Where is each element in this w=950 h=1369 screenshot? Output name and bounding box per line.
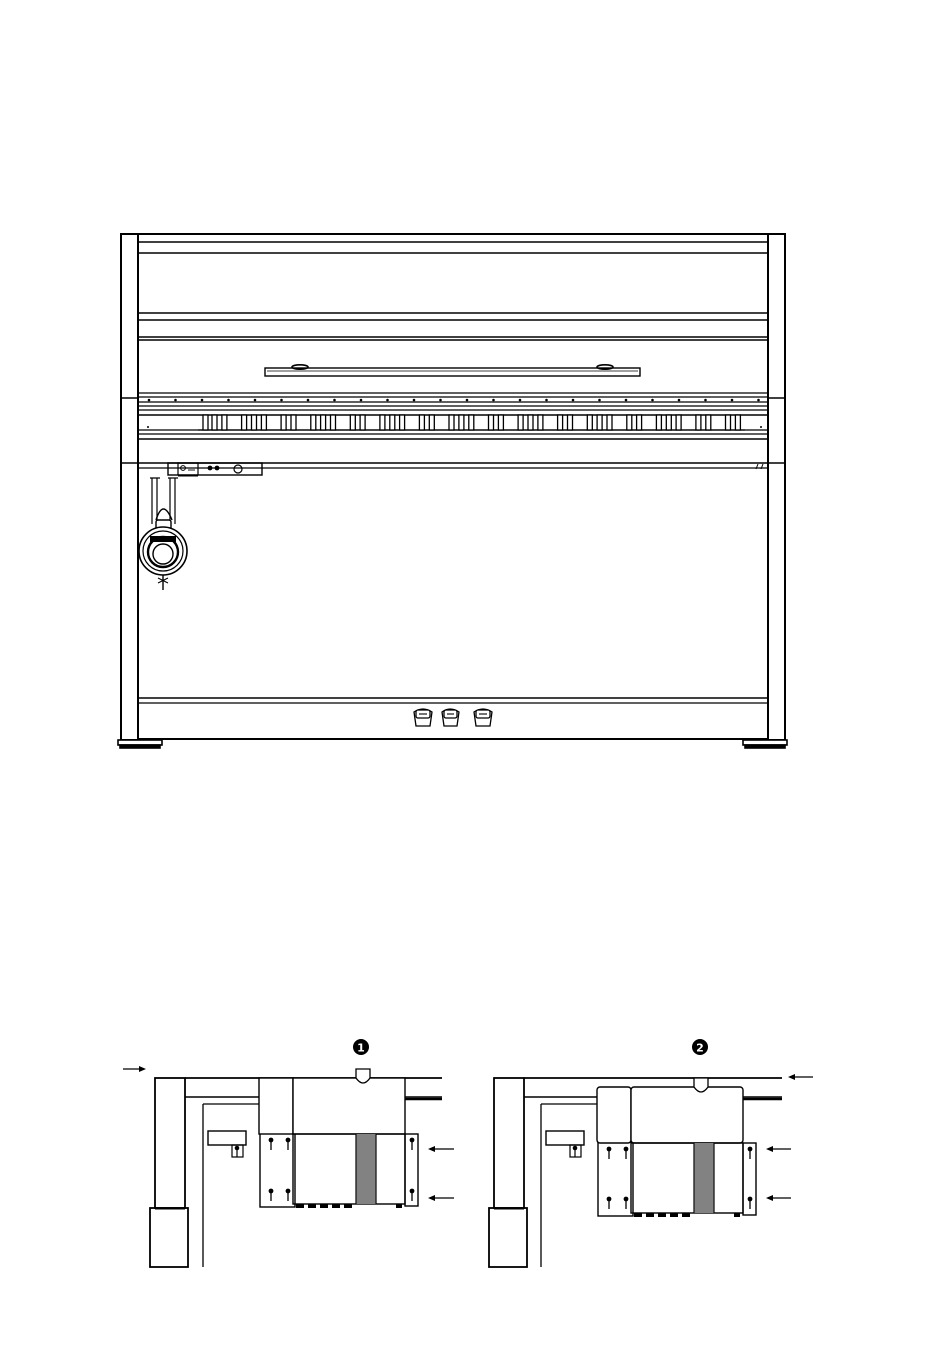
step-number-1: 1 [357,1041,365,1055]
black-key [498,415,503,430]
hinge-dot [466,399,469,402]
black-key [350,415,355,430]
black-key [597,415,602,430]
black-key [538,415,543,430]
black-key [390,415,395,430]
small-bracket-2 [546,1131,584,1157]
hinge-dot [201,399,204,402]
black-key [380,415,385,430]
black-key [331,415,336,430]
step-badge-1 [353,1039,369,1055]
hinge-dot [704,399,707,402]
control-panel [168,463,262,476]
hinge-dot [333,399,336,402]
hinge-dot [678,399,681,402]
detail-view-1 [123,1039,454,1267]
small-bracket [208,1131,246,1157]
pedal-middle [442,709,459,726]
hinge-dot [731,399,734,402]
arrow-right-lower-2 [766,1195,791,1201]
arrow-right-upper-2 [766,1146,791,1152]
hinge-dot [254,399,257,402]
amplifier-unit-2 [597,1078,756,1217]
hinge-dot [307,399,310,402]
black-key [558,415,563,430]
black-key [735,415,740,430]
arrow-right-lower-1 [428,1195,454,1201]
black-key [321,415,326,430]
black-key [627,415,632,430]
black-key [360,415,365,430]
hinge-dot [227,399,230,402]
piano-front-view [118,234,787,748]
black-key [252,415,257,430]
fallboard-hinge-strip [138,393,768,410]
black-key [656,415,661,430]
hinge-dot [757,399,760,402]
amplifier-unit-1 [259,1069,418,1208]
black-key [607,415,612,430]
hinge-dot [148,399,151,402]
black-key [676,415,681,430]
arrow-top-left [123,1066,146,1072]
black-key [528,415,533,430]
black-key [291,415,296,430]
black-key [242,415,247,430]
black-key [449,415,454,430]
piano-top-board [138,234,768,340]
black-key [587,415,592,430]
black-key [459,415,464,430]
black-key [281,415,286,430]
hinge-dot [651,399,654,402]
black-key [400,415,405,430]
black-key [568,415,573,430]
black-key [222,415,227,430]
black-key [706,415,711,430]
black-key [261,415,266,430]
detail-view-2 [489,1039,813,1267]
pedal-right [474,709,492,726]
arrow-top-right [788,1074,813,1080]
black-key [212,415,217,430]
hinge-dot [519,399,522,402]
hinge-dot [280,399,283,402]
black-key [419,415,424,430]
headphones-icon [139,478,187,590]
hinge-dot [439,399,442,402]
hinge-dot [598,399,601,402]
black-key [696,415,701,430]
black-keys [203,415,740,430]
left-side-post [121,234,138,740]
black-key [469,415,474,430]
keyboard [138,415,768,439]
hinge-dot [386,399,389,402]
black-key [637,415,642,430]
right-side-post [768,234,785,740]
black-key [518,415,523,430]
hinge-dot [174,399,177,402]
pedal-left [414,709,432,726]
hinge-dot [572,399,575,402]
hinge-dot [625,399,628,402]
step-badge-2 [692,1039,708,1055]
arrow-right-upper-1 [428,1146,454,1152]
music-rest [265,365,640,376]
hinge-dot [360,399,363,402]
black-key [429,415,434,430]
black-key [726,415,731,430]
hinge-dot [545,399,548,402]
pedals [414,709,492,726]
hinge-dot [413,399,416,402]
black-key [203,415,208,430]
black-key [666,415,671,430]
hinge-dot [492,399,495,402]
black-key [489,415,494,430]
black-key [311,415,316,430]
step-number-2: 2 [696,1041,704,1055]
